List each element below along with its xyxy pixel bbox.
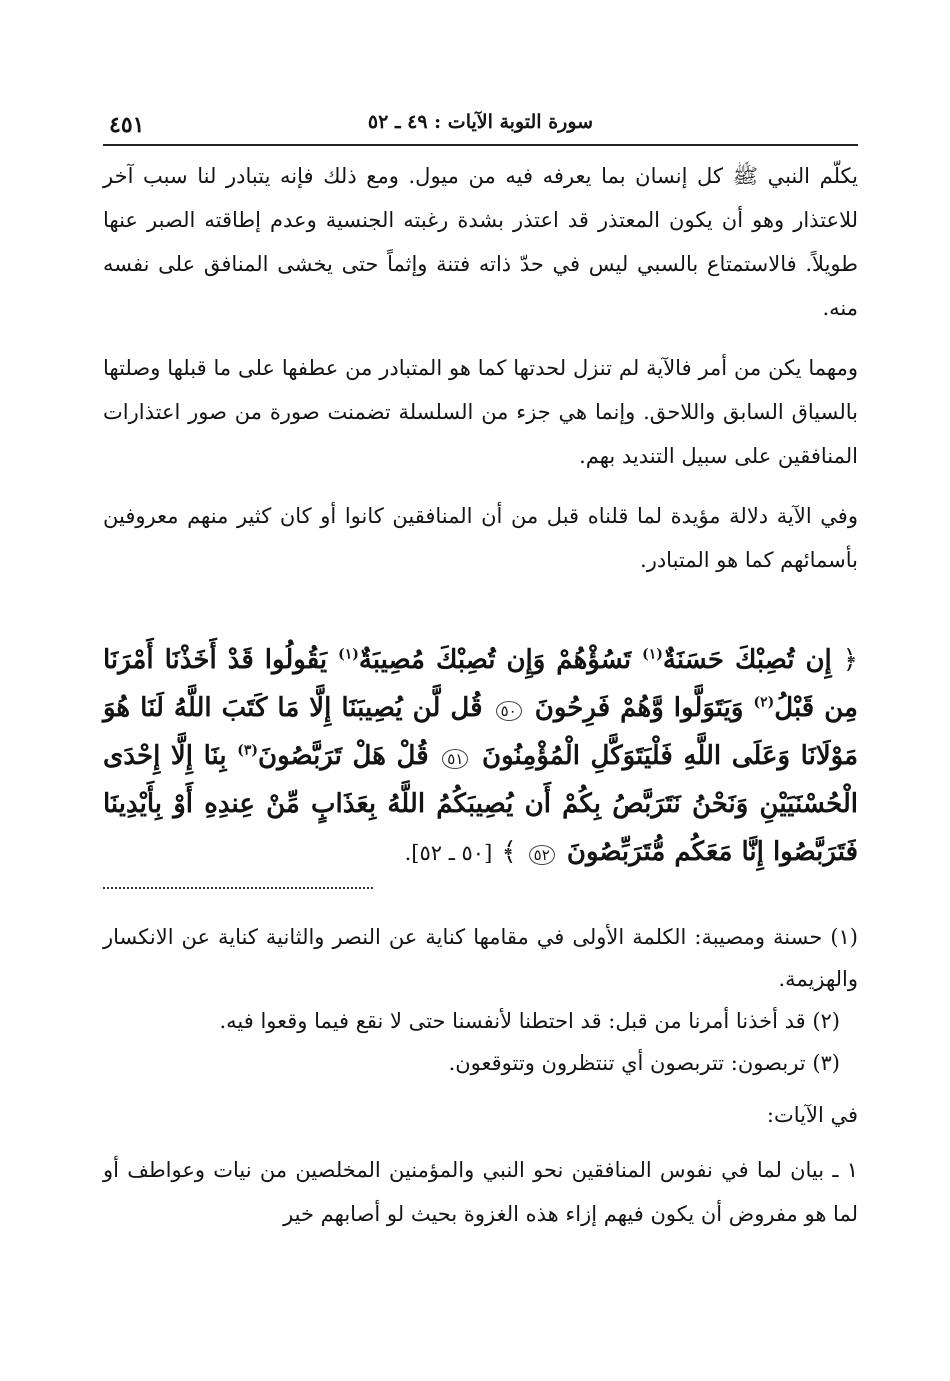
ayah-number-51: ٥١ — [442, 749, 468, 769]
footnote-3: (٣) تربصون: تتربصون أي تنتظرون وتتوقعون. — [448, 1051, 840, 1075]
footnote-2: (٢) قد أخذنا أمرنا من قبل: قد احتطنا لأنفسنا حتى لا نقع فيما وقعوا فيه. — [219, 1009, 840, 1033]
footnote-separator — [103, 887, 373, 890]
footnote-ref-2: (٢) — [753, 694, 775, 711]
page-number: ٤٥١ — [109, 112, 145, 138]
verse-segment-2: تَسُؤْهُمْ وَإِن تُصِبْكَ مُصِيبَةٌ — [358, 645, 632, 675]
paragraph-3: وفي الآية دلالة مؤيدة لما قلناه قبل من أن المنافقين كانوا أو كان كثير منهم معروفين بأسمائهم كما هو المتبادر. — [103, 504, 858, 572]
footnote-ref-1b: (١) — [338, 646, 359, 663]
footnotes — [103, 916, 858, 1084]
page-header — [103, 100, 858, 146]
book-page — [103, 100, 858, 1360]
quran-close-bracket: ﴾ — [501, 837, 517, 867]
verse-reference: [٥٠ ـ ٥٢]. — [404, 841, 493, 865]
verse-segment-1: إِن تُصِبْكَ حَسَنَةٌ — [662, 645, 832, 675]
verse-segment-4: وَيَتَوَلَّوا وَّهُمْ فَرِحُونَ — [534, 693, 744, 723]
quran-open-bracket: ﴿ — [842, 645, 858, 675]
ayah-number-50: ٥٠ — [496, 701, 522, 721]
quran-verses-block — [103, 636, 858, 877]
list-item-1: ١ ـ بيان لما في نفوس المنافقين نحو النبي والمؤمنين المخلصين من نيات وعواطف أو لما هو مفروض أن يكون فيهم إزاء هذه الغزوة بحيث لو أصابهم خير — [103, 1158, 858, 1226]
ayah-number-52: ٥٢ — [529, 845, 555, 865]
verse-segment-7: بِنَا إِلَّا إِحْدَى الْحُسْنَيَيْنِ وَنَحْنُ نَتَرَبَّصُ بِكُمْ أَن يُصِيبَكُمُ اللَّهُ بِعَذَابٍ مِّنْ عِندِهِ أَوْ بِأَيْدِينَا فَتَرَبَّصُوا إِنَّا مَعَكُم مُّتَرَبِّصُونَ — [103, 741, 858, 867]
paragraph-2: ومهما يكن من أمر فالآية لم تنزل لحدتها كما هو المتبادر من عطفها على ما قبلها وصلتها بالسياق السابق واللاحق. وإنما هي جزء من السلسلة تضمنت صورة من صور اعتذارات المنافقين على سبيل التنديد بهم. — [103, 356, 858, 468]
section-heading: في الآيات: — [766, 1103, 858, 1127]
surah-title: سورة التوبة الآيات : ٤٩ ـ ٥٢ — [367, 111, 594, 133]
verse-segment-6: قُلْ هَلْ تَرَبَّصُونَ — [258, 741, 429, 771]
footnote-ref-3: (٣) — [237, 742, 258, 759]
footnote-ref-1a: (١) — [642, 646, 663, 663]
verse-segment-5: قُل لَّن يُصِيبَنَا إِلَّا مَا كَتَبَ اللَّهُ لَنَا هُوَ مَوْلَانَا وَعَلَى اللَّهِ فَلْيَتَوَكَّلِ الْمُؤْمِنُونَ — [103, 693, 859, 771]
footnote-1: (١) حسنة ومصيبة: الكلمة الأولى في مقامها كناية عن النصر والثانية كناية عن الانكسار والهزيمة. — [103, 925, 858, 991]
paragraph-1: يكلّم النبي ﷺ كل إنسان بما يعرفه فيه من ميول. ومع ذلك فإنه يتبادر لنا سبب آخر للاعتذار وهو أن يكون المعتذر قد اعتذر بشدة رغبته الجنسية وعدم إطاقته الصبر عنها طويلاً. فالاستمتاع بالسبي ليس في حدّ ذاته فتنة وإثماً حتى يخشى المنافق على نفسه منه. — [103, 164, 858, 320]
verse-segment-3: يَقُولُوا قَدْ أَخَذْنَا أَمْرَنَا مِن قَبْلُ — [103, 645, 858, 723]
